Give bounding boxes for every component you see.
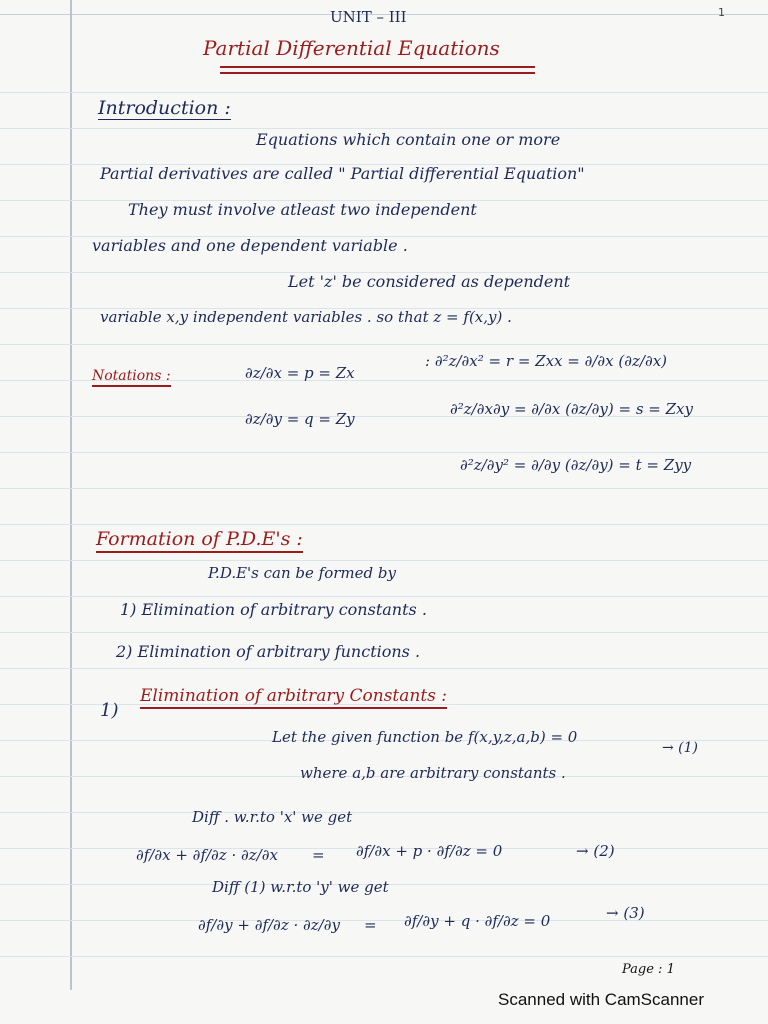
section-number: 1) — [100, 700, 119, 721]
eq-y-equals: = — [364, 916, 377, 934]
formation-heading: Formation of P.D.E's : — [96, 528, 303, 553]
notation-r: : ∂²z/∂x² = r = Zxx = ∂/∂x (∂z/∂x) — [425, 352, 668, 370]
ruled-line — [0, 596, 768, 597]
unit-label: UNIT – III — [330, 8, 407, 26]
ruled-line — [0, 920, 768, 921]
ruled-line — [0, 344, 768, 345]
function-statement: Let the given function be f(x,y,z,a,b) = 0 — [272, 728, 578, 746]
eq-y-right: ∂f/∂y + q · ∂f/∂z = 0 — [404, 912, 551, 930]
ruled-line — [0, 452, 768, 453]
notation-q: ∂z/∂y = q = Zy — [245, 410, 355, 428]
intro-line: variable x,y independent variables . so that z = f(x,y) . — [100, 308, 512, 326]
intro-line: Equations which contain one or more — [256, 130, 561, 149]
eq-x-right: ∂f/∂x + p · ∂f/∂z = 0 — [356, 842, 503, 860]
eq-tag-1: → (1) — [662, 740, 699, 756]
eq-x-left: ∂f/∂x + ∂f/∂z · ∂z/∂x — [136, 846, 278, 864]
ruled-line — [0, 956, 768, 957]
formation-intro: P.D.E's can be formed by — [208, 564, 396, 582]
notation-t: ∂²z/∂y² = ∂/∂y (∂z/∂y) = t = Zyy — [460, 456, 692, 474]
title-underline — [220, 66, 535, 68]
title-underline — [220, 72, 535, 74]
notation-s: ∂²z/∂x∂y = ∂/∂x (∂z/∂y) = s = Zxy — [450, 400, 693, 418]
ruled-line — [0, 668, 768, 669]
section-heading: Elimination of arbitrary Constants : — [140, 686, 447, 709]
eq-tag-2: → (2) — [576, 842, 615, 860]
ruled-line — [0, 524, 768, 525]
diff-x-label: Diff . w.r.to 'x' we get — [192, 808, 353, 826]
intro-line: They must involve atleast two independent — [128, 200, 477, 219]
scanner-watermark: Scanned with CamScanner — [498, 990, 705, 1009]
eq-x-equals: = — [312, 846, 325, 864]
eq-tag-3: → (3) — [606, 904, 645, 922]
intro-line: Partial derivatives are called " Partial differential Equation" — [100, 164, 585, 183]
ruled-line — [0, 812, 768, 813]
page-number: Page : 1 — [622, 962, 675, 977]
ruled-line — [0, 128, 768, 129]
ruled-line — [0, 560, 768, 561]
formation-item-1: 1) Elimination of arbitrary constants . — [120, 600, 427, 619]
diff-y-label: Diff (1) w.r.to 'y' we get — [212, 878, 389, 896]
constants-statement: where a,b are arbitrary constants . — [300, 764, 566, 782]
intro-line: Let 'z' be considered as dependent — [288, 272, 571, 291]
ruled-line — [0, 632, 768, 633]
corner-mark: 1 — [718, 6, 725, 19]
notations-label: Notations : — [92, 368, 171, 387]
intro-line: variables and one dependent variable . — [92, 236, 408, 255]
notation-p: ∂z/∂x = p = Zx — [245, 364, 355, 382]
intro-heading: Introduction : — [98, 97, 231, 119]
left-margin-line — [70, 0, 72, 990]
page-title: Partial Differential Equations — [203, 36, 500, 60]
ruled-line — [0, 92, 768, 93]
formation-item-2: 2) Elimination of arbitrary functions . — [116, 642, 421, 661]
ruled-line — [0, 488, 768, 489]
eq-y-left: ∂f/∂y + ∂f/∂z · ∂z/∂y — [198, 916, 340, 934]
